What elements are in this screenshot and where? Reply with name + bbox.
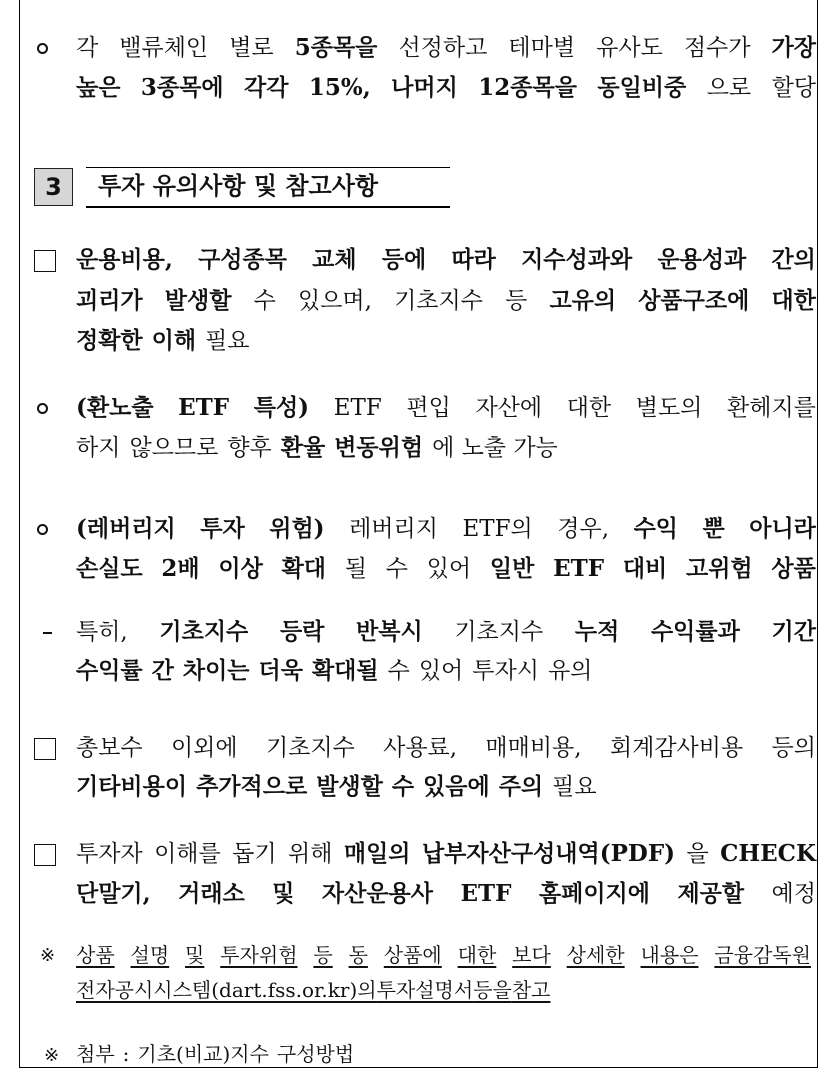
text-segment: 정확한 (76, 327, 143, 354)
intro-line-2 (76, 68, 816, 108)
text-segment: 매일의 (343, 840, 411, 867)
text-segment: 제공할 (677, 880, 745, 907)
text-segment: 사용료, (383, 735, 458, 761)
text-segment: 될 (344, 556, 367, 582)
text-segment: 투자자 (76, 841, 143, 867)
text-segment: 필요 (552, 774, 597, 800)
text-segment: 단말기, (76, 880, 151, 907)
text-segment: 있음에 (423, 773, 490, 800)
cost-line-3 (76, 321, 816, 361)
text-segment: 투자위험 (220, 943, 298, 967)
text-segment: 거래소 (178, 880, 245, 907)
square-bullet-icon (34, 250, 56, 272)
text-segment: 일반 (489, 555, 535, 582)
text-segment: 발생할 (164, 287, 232, 314)
text-segment: 고유의 (549, 287, 617, 314)
text-segment: 특성) (253, 394, 310, 421)
section-number: 3 (34, 168, 73, 206)
text-segment: 매매비용, (485, 735, 582, 761)
text-segment: 이해 (151, 327, 197, 354)
text-segment: 돕기 (232, 841, 277, 867)
text-segment: 을 (686, 841, 709, 867)
intro-line-1 (76, 28, 816, 68)
text-segment: 보다 (512, 943, 551, 967)
text-segment: 상세한 (566, 943, 625, 967)
text-segment: 기초지수 (265, 735, 355, 761)
page-border-left (19, 0, 20, 1068)
text-segment: 등을 (473, 978, 512, 1002)
text-segment: 대한 (771, 287, 816, 314)
text-segment: 별로 (229, 35, 274, 61)
text-segment: ETF (178, 394, 230, 421)
text-segment: 테마별 (508, 35, 576, 61)
square-bullet-icon (34, 738, 56, 760)
text-segment: 있으며, (297, 288, 372, 314)
text-segment: 내용은 (640, 943, 699, 967)
text-segment: 변동위험 (334, 434, 424, 461)
text-segment: 할당 (771, 75, 816, 101)
text-segment: 기간 (771, 618, 816, 645)
text-segment: 수익률과 (650, 618, 740, 645)
text-segment: 으로 (706, 75, 752, 101)
text-segment: 및 (185, 943, 205, 967)
text-segment: 간 (151, 657, 174, 684)
text-segment: 15%, (308, 74, 371, 101)
text-segment: 기타비용이 (76, 773, 188, 800)
text-segment: 지수성과와 (521, 246, 633, 273)
text-segment: 따라 (451, 246, 496, 273)
text-segment: 수 (391, 773, 415, 800)
text-segment: 간의 (771, 246, 816, 273)
text-segment: 운용성과 (657, 246, 747, 273)
text-segment: 동일비중 (597, 74, 687, 101)
text-segment: 기초(비교)지수 (137, 1042, 269, 1066)
note-line-1 (76, 938, 811, 972)
text-segment: 괴리가 (76, 287, 143, 314)
text-segment: 밸류체인 (119, 35, 209, 61)
text-segment: 상품에 (383, 943, 442, 967)
text-segment: ETF (333, 395, 382, 421)
text-segment: 예정 (771, 881, 816, 907)
text-segment: ETF의 (462, 516, 533, 542)
text-segment: 위해 (288, 841, 333, 867)
text-segment: 필요 (205, 328, 250, 354)
text-segment: 등의 (771, 735, 816, 761)
text-segment: 환헤지를 (727, 395, 816, 421)
text-segment: 레버리지 (349, 516, 438, 542)
text-segment: 이상 (218, 555, 263, 582)
text-segment: 차이는 (182, 657, 250, 684)
circle-bullet-icon (37, 43, 48, 54)
section-rule-bottom (86, 206, 450, 208)
text-segment: 운용비용, (76, 246, 173, 273)
text-segment: 등 (505, 288, 528, 314)
section-title: 투자 유의사항 및 참고사항 (98, 172, 379, 200)
circle-bullet-icon (37, 403, 48, 414)
text-segment: 5종목을 (294, 34, 378, 61)
text-segment: 수익 (633, 515, 678, 542)
text-segment: 유사도 (596, 35, 663, 61)
text-segment: 고위험 (686, 555, 753, 582)
text-segment: 각 (76, 35, 99, 61)
text-segment: 확대될 (311, 657, 379, 684)
leverage-line-2 (76, 549, 816, 589)
text-segment: 등 (313, 943, 333, 967)
text-segment: 12종목을 (478, 74, 577, 101)
text-segment: 구성종목 (198, 246, 287, 273)
text-segment: 별도의 (635, 395, 703, 421)
text-segment: 수 (253, 288, 276, 314)
reference-mark-icon: ※ (40, 945, 56, 966)
attachment-line (76, 1037, 362, 1071)
text-segment: 동 (348, 943, 368, 967)
square-bullet-icon (34, 844, 56, 866)
text-segment: (환노출 (76, 394, 154, 421)
text-segment: 투자 (200, 515, 245, 542)
text-segment: 대한 (457, 943, 497, 967)
text-segment: 대한 (566, 395, 612, 421)
text-segment: 있어 (418, 658, 464, 684)
text-segment: : (122, 1042, 130, 1066)
text-segment: 금융감독원 (714, 943, 811, 967)
text-segment: 설명 (130, 943, 170, 967)
text-segment: 회계감사비용 (609, 735, 744, 761)
circle-bullet-icon (37, 524, 48, 535)
text-segment: 2배 (161, 555, 200, 582)
text-segment: 확대 (281, 555, 327, 582)
text-segment: 특히, (76, 619, 128, 645)
text-segment: 뿐 (702, 515, 725, 542)
reference-mark-icon: ※ (44, 1045, 60, 1066)
text-segment: 상품 (76, 943, 115, 967)
fees-line-1 (76, 728, 816, 768)
text-segment: 3종목에 (140, 74, 224, 101)
text-segment: 기초지수 (394, 288, 483, 314)
text-segment: 수익률 (76, 657, 143, 684)
text-segment: 전자공시시스템(dart.fss.or.kr)의 (76, 978, 377, 1002)
text-segment: 있어 (426, 556, 472, 582)
dash-bullet-icon (43, 632, 52, 634)
fees-line-2 (76, 767, 816, 807)
text-segment: ETF (460, 880, 512, 907)
text-segment: 상품구조에 (638, 287, 750, 314)
text-segment: 위험) (269, 515, 325, 542)
text-segment: 향후 (227, 435, 272, 461)
text-segment: 이외에 (170, 735, 238, 761)
fx-line-2 (76, 428, 816, 468)
text-segment: 및 (272, 880, 295, 907)
text-segment: 투자시 (472, 658, 539, 684)
text-segment: 나머지 (391, 74, 458, 101)
text-segment: 자산에 (475, 395, 543, 421)
page-border-right (817, 0, 818, 1068)
text-segment: 발생할 (316, 773, 383, 800)
text-segment: 아니라 (749, 515, 816, 542)
text-segment: 환율 (280, 434, 326, 461)
text-segment: 참고 (511, 978, 551, 1002)
text-segment: 유의 (547, 658, 593, 684)
text-segment: 총보수 (76, 735, 143, 761)
text-segment: 등락 (279, 618, 325, 645)
text-segment: 손실도 (76, 555, 143, 582)
text-segment: 가장 (771, 34, 816, 61)
text-segment: 각각 (243, 74, 289, 101)
volatility-line-2 (76, 651, 816, 691)
leverage-line-1 (76, 509, 816, 549)
pdf-line-2 (76, 874, 816, 914)
text-segment: 편입 (406, 395, 451, 421)
text-segment: 수 (385, 556, 408, 582)
cost-line-1 (76, 240, 816, 280)
text-segment: 높은 (76, 74, 121, 101)
text-segment: 에 노출 가능 (432, 435, 558, 461)
text-segment: 수 (387, 658, 410, 684)
text-segment: 상품 (771, 555, 816, 582)
text-segment: 기초지수 (454, 619, 544, 645)
text-segment: 추가적으로 (196, 773, 308, 800)
text-segment: 반복시 (356, 618, 423, 645)
text-segment: CHECK (720, 840, 816, 867)
text-segment: 구성방법 (276, 1042, 355, 1066)
volatility-line-1 (76, 612, 816, 652)
text-segment: 더욱 (258, 657, 303, 684)
text-segment: 하지 (76, 435, 121, 461)
text-segment: 주의 (498, 773, 544, 800)
text-segment: 교체 (312, 246, 357, 273)
text-segment: 첨부 (76, 1042, 115, 1066)
text-segment: ETF (553, 555, 605, 582)
cost-line-2 (76, 281, 816, 321)
text-segment: 납부자산구성내역(PDF) (421, 840, 676, 867)
pdf-line-1 (76, 834, 816, 874)
text-segment: 투자설명서 (376, 978, 474, 1002)
text-segment: 점수가 (683, 35, 751, 61)
fx-line-1 (76, 388, 816, 428)
text-segment: 자산운용사 (321, 880, 433, 907)
text-segment: 경우, (557, 516, 610, 542)
text-segment: 이해를 (154, 841, 221, 867)
text-segment: 선정하고 (398, 35, 488, 61)
text-segment: 등에 (381, 246, 427, 273)
text-segment: 홈페이지에 (538, 880, 650, 907)
text-segment: 기초지수 (159, 618, 249, 645)
note-line-2 (76, 973, 811, 1007)
text-segment: (레버리지 (76, 515, 176, 542)
text-segment: 않으므로 (129, 435, 219, 461)
text-segment: 대비 (622, 555, 668, 582)
text-segment: 누적 (574, 618, 620, 645)
